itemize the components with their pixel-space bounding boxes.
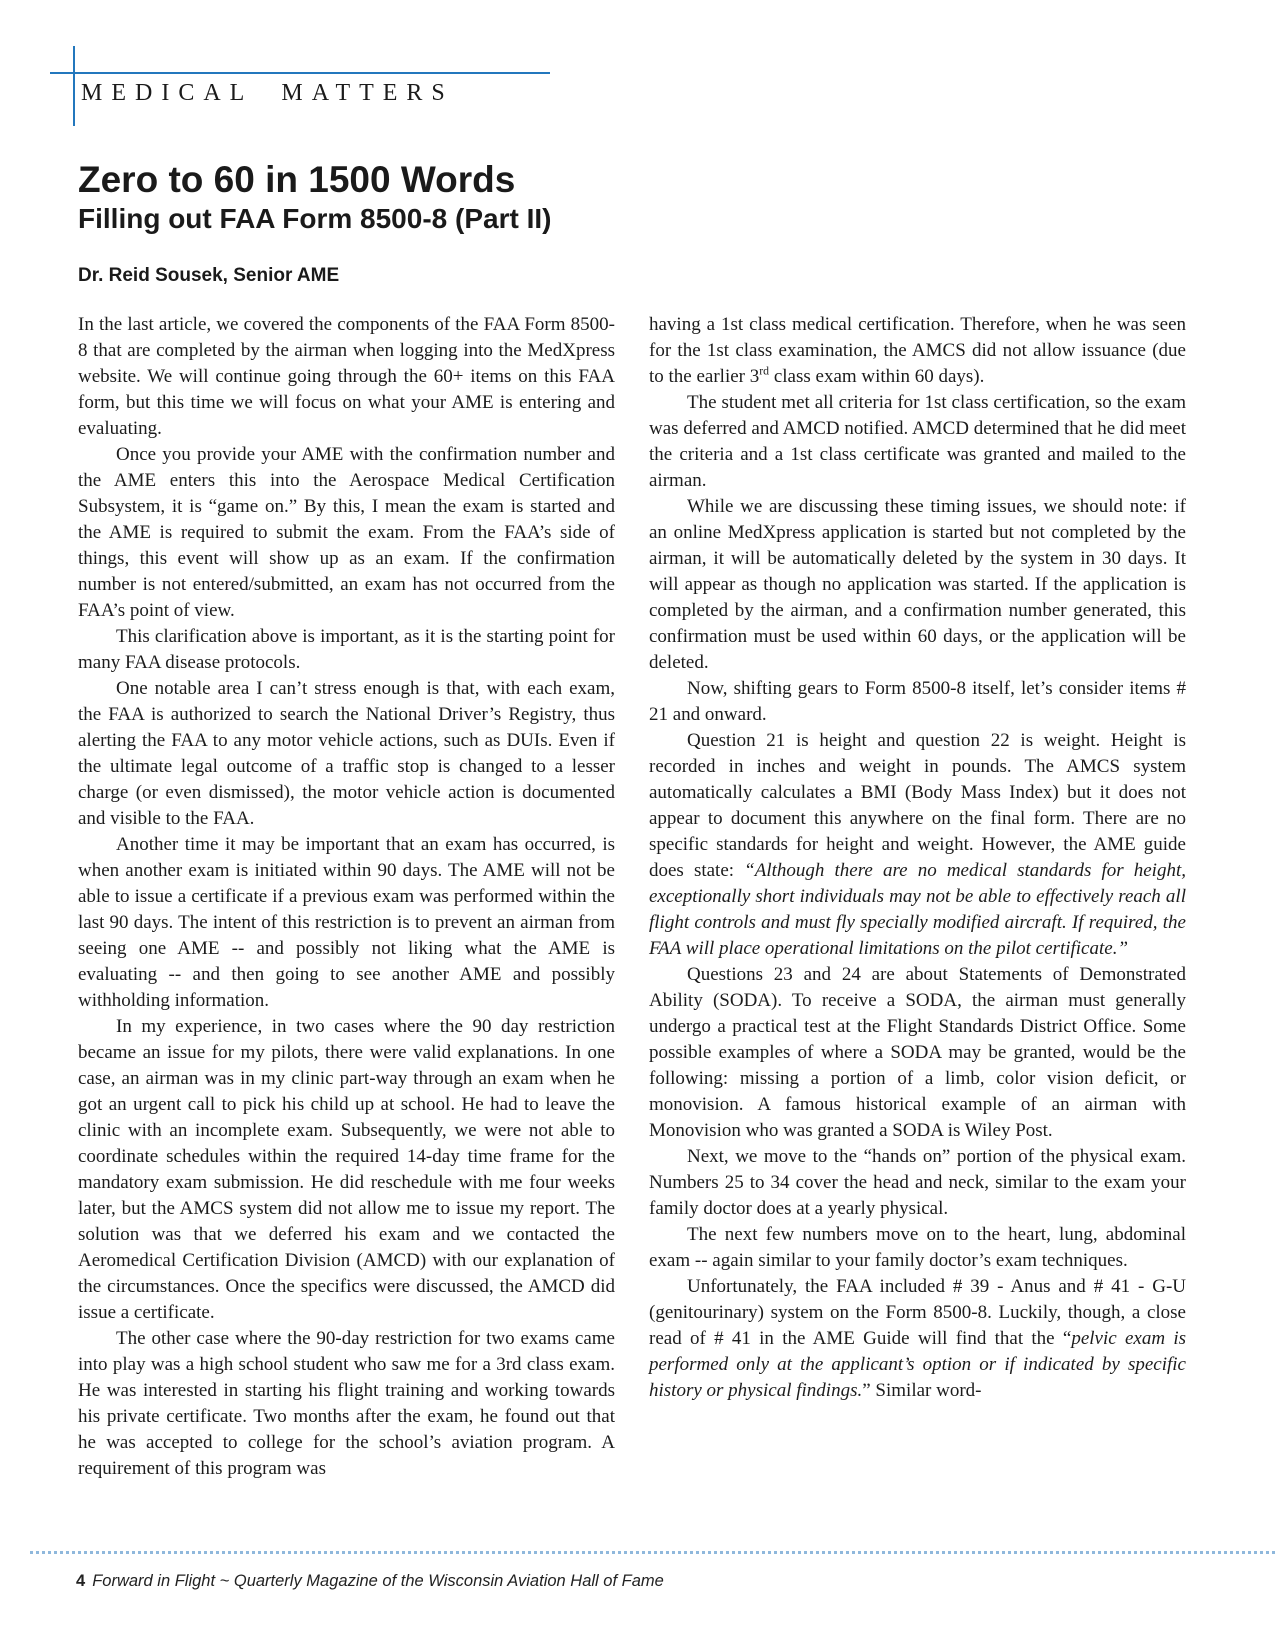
paragraph: In my experience, in two cases where the 90 day restriction became an issue for my pilots, there were valid explanations. In one case, an airman was in my clinic part-way through an exam when he got an urgent call to pick his child up at school. He had to leave the clinic with an incomplete exam. Subsequently, we were not able to coordinate schedules within the required 14-day time frame for the mandatory exam submission. He did reschedule with me four weeks later, but the AMCS system did not allow me to issue my report. The solution was that we deferred his exam and we contacted the Aeromedical Certification Division (AMCD) with our explanation of the circumstances. Once the specifics were discussed, the AMCD did issue a certificate. — [78, 1016, 615, 1323]
section-label: MEDICAL MATTERS — [81, 80, 454, 106]
paragraph: While we are discussing these timing issues, we should note: if an online MedXpress application is started but not completed by the airman, it will be automatically deleted by the system in 30 days. It will appear as though no application was started. If the application is completed by the airman, and a confirmation number generated, this confirmation must be used within 60 days, or the application will be deleted. — [649, 496, 1186, 673]
article-title: Zero to 60 in 1500 Words — [78, 159, 516, 200]
paragraph: The other case where the 90-day restriction for two exams came into play was a high school student who saw me for a 3rd class exam. He was interested in starting his flight training and working towards his private certificate. Two months after the exam, he found out that he was accepted to college for the school’s aviation program. A requirement of this program was — [78, 1328, 615, 1479]
paragraph: One notable area I can’t stress enough is that, with each exam, the FAA is authorized to search the National Driver’s Registry, thus alerting the FAA to any motor vehicle actions, such as DUIs. Even if the ultimate legal outcome of a traffic stop is changed to a lesser charge (or even dismissed), the motor vehicle action is documented and visible to the FAA. — [78, 678, 615, 829]
article-body — [78, 312, 1186, 1548]
page-footer — [76, 1572, 664, 1591]
paragraph: Once you provide your AME with the confirmation number and the AME enters this into the Aerospace Medical Certification Subsystem, it is “game on.” By this, I mean the exam is started and the AME is required to submit the exam. From the FAA’s side of things, this event will show up as an exam. If the confirmation number is not entered/submitted, an exam has not occurred from the FAA’s point of view. — [78, 444, 615, 621]
paragraph: Now, shifting gears to Form 8500-8 itself, let’s consider items # 21 and onward. — [649, 678, 1186, 725]
article-subtitle: Filling out FAA Form 8500-8 (Part II) — [78, 203, 552, 234]
paragraph: Question 21 is height and question 22 is weight. Height is recorded in inches and weight in pounds. The AMCS system automatically calculates a BMI (Body Mass Index) but it does not appear to document this anywhere on the final form. There are no specific standards for height and weight. However, the AME guide does state: “Although there are no medical standards for height, exceptionally short individuals may not be able to effectively reach all flight controls and must fly specially modified aircraft. If required, the FAA will place operational limitations on the pilot certificate.” — [649, 730, 1186, 959]
paragraph: Next, we move to the “hands on” portion of the physical exam. Numbers 25 to 34 cover the head and neck, similar to the exam your family doctor does at a yearly physical. — [649, 1146, 1186, 1219]
paragraph: having a 1st class medical certification. Therefore, when he was seen for the 1st class examination, the AMCS did not allow issuance (due to the earlier 3rd class exam within 60 days). — [649, 314, 1186, 387]
paragraph: The next few numbers move on to the heart, lung, abdominal exam -- again similar to your family doctor’s exam techniques. — [649, 1224, 1186, 1271]
right-column — [649, 312, 1186, 1548]
header-horizontal-rule — [50, 72, 550, 74]
header-vertical-rule — [73, 46, 75, 126]
paragraph: This clarification above is important, as it is the starting point for many FAA disease protocols. — [78, 626, 615, 673]
paragraph: Unfortunately, the FAA included # 39 - Anus and # 41 - G-U (genitourinary) system on the Form 8500-8. Luckily, though, a close read of # 41 in the AME Guide will find that the “pelvic exam is performed only at the applicant’s option or if indicated by specific history or physical findings.” Similar word- — [649, 1276, 1186, 1401]
page-number: 4 — [76, 1572, 86, 1590]
paragraph: Another time it may be important that an exam has occurred, is when another exam is initiated within 90 days. The AME will not be able to issue a certificate if a previous exam was performed within the last 90 days. The intent of this restriction is to prevent an airman from seeing one AME -- and possibly not liking what the AME is evaluating -- and then going to see another AME and possibly withholding information. — [78, 834, 615, 1011]
left-column — [78, 312, 615, 1548]
footer-separator — [30, 1551, 1275, 1554]
paragraph: Questions 23 and 24 are about Statements of Demonstrated Ability (SODA). To receive a SODA, the airman must generally undergo a practical test at the Flight Standards District Office. Some possible examples of where a SODA may be granted, would be the following: missing a portion of a limb, color vision deficit, or monovision. A famous historical example of an airman with Monovision who was granted a SODA is Wiley Post. — [649, 964, 1186, 1141]
title-block — [78, 160, 551, 287]
paragraph: In the last article, we covered the components of the FAA Form 8500-8 that are completed by the airman when logging into the MedXpress website. We will continue going through the 60+ items on this FAA form, but this time we will focus on what your AME is entering and evaluating. — [78, 314, 615, 439]
footer-magazine-title: Forward in Flight ~ Quarterly Magazine of the Wisconsin Aviation Hall of Fame — [92, 1572, 664, 1590]
paragraph: The student met all criteria for 1st class certification, so the exam was deferred and AMCD notified. AMCD determined that he did meet the criteria and a 1st class certificate was granted and mailed to the airman. — [649, 392, 1186, 491]
byline: Dr. Reid Sousek, Senior AME — [78, 265, 340, 286]
